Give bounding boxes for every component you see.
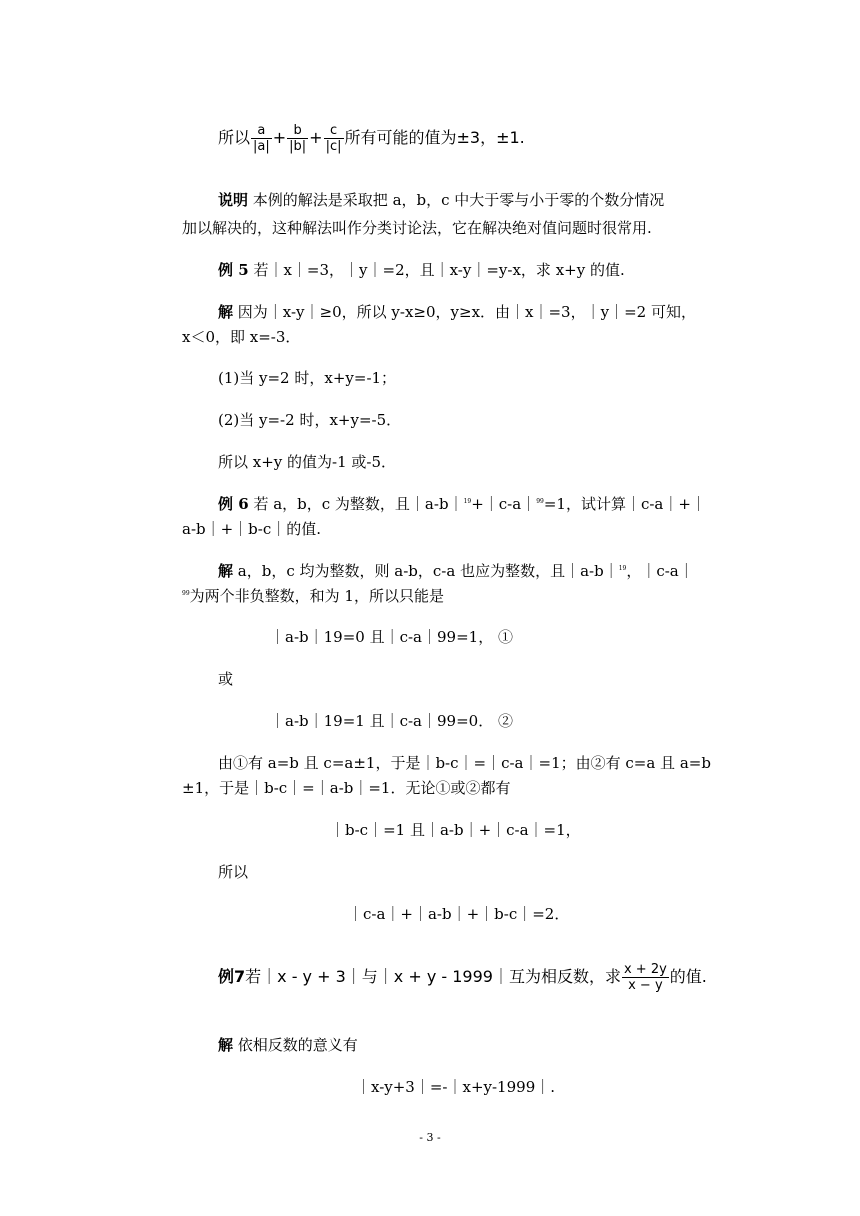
solution-6-line-1: 解 a，b，c 均为整数，则 a-b，c-a 也应为整数，且｜a-b｜$^{19}$，｜c-a｜ bbox=[218, 562, 694, 580]
example-6-line-1: 例 6 若 a，b，c 为整数，且｜a-b｜$^{19}$+｜c-a｜$^{99}$=1，试计算｜c-a｜+｜ bbox=[218, 495, 706, 513]
line-all-values: 所以 $\frac{a}{|a|}$ + $\frac{b}{|b|}$ + $\frac{c}{|c|}$ 所有可能的值为±3，±1. bbox=[218, 123, 525, 154]
solution-5-label: 解 bbox=[218, 303, 234, 321]
fraction-b: $\frac{b}{|b|}$ bbox=[289, 123, 307, 154]
solution-5-line-1: 解 因为｜x-y｜≥0，所以 y-x≥0，y≥x．由｜x｜=3，｜y｜=2 可知， bbox=[218, 303, 696, 321]
or-text: 或 bbox=[218, 670, 234, 688]
note-line-1: 说明 本例的解法是采取把 a，b，c 中大于零与小于零的个数分情况 bbox=[218, 191, 665, 209]
example-5-label: 例 5 bbox=[218, 261, 249, 279]
so-text: 所以 bbox=[218, 863, 249, 881]
note-label: 说明 bbox=[218, 191, 249, 209]
solution-5-line-2: x＜0，即 x=-3． bbox=[182, 328, 301, 346]
solution-6-label: 解 bbox=[218, 562, 234, 580]
solution-5-conclusion: 所以 x+y 的值为-1 或-5． bbox=[218, 453, 397, 471]
example-7: 例7若｜x - y + 3｜与｜x + y - 1999｜互为相反数，求 $\frac{x + 2y}{x - y}$ 的值. bbox=[218, 962, 707, 993]
solution-6-line-2: $^{99}$为两个非负整数，和为 1，所以只能是 bbox=[182, 587, 444, 605]
example-7-label: 例7 bbox=[218, 967, 246, 986]
fraction-a: $\frac{a}{|a|}$ bbox=[253, 123, 270, 154]
solution-5-case-2: (2)当 y=-2 时，x+y=-5． bbox=[218, 411, 402, 429]
fraction-example-7: $\frac{x + 2y}{x - y}$ bbox=[623, 962, 667, 993]
example-5: 例 5 若｜x｜=3，｜y｜=2，且｜x-y｜=y-x，求 x+y 的值. bbox=[218, 261, 625, 279]
solution-6-paragraph-line-1: 由①有 a=b 且 c=a±1，于是｜b-c｜=｜c-a｜=1；由②有 c=a 且 a=b bbox=[218, 754, 711, 772]
equation-3: ｜b-c｜=1 且｜a-b｜+｜c-a｜=1， bbox=[330, 821, 581, 839]
fraction-c: $\frac{c}{|c|}$ bbox=[325, 123, 342, 154]
example-6-line-2: a-b｜+｜b-c｜的值. bbox=[182, 520, 322, 538]
solution-7-line: 解 依相反数的意义有 bbox=[218, 1036, 358, 1054]
equation-5: ｜x-y+3｜=-｜x+y-1999｜. bbox=[356, 1078, 555, 1096]
page-number: - 3 - bbox=[419, 1131, 441, 1144]
equation-4: ｜c-a｜+｜a-b｜+｜b-c｜=2． bbox=[348, 905, 570, 923]
equation-1: ｜a-b｜19=0 且｜c-a｜99=1， ① bbox=[270, 628, 513, 646]
solution-6-paragraph-line-2: ±1，于是｜b-c｜=｜a-b｜=1．无论①或②都有 bbox=[182, 779, 511, 797]
note-line-2: 加以解决的，这种解法叫作分类讨论法，它在解决绝对值问题时很常用. bbox=[182, 219, 652, 237]
solution-7-label: 解 bbox=[218, 1036, 234, 1054]
solution-5-case-1: (1)当 y=2 时，x+y=-1； bbox=[218, 369, 397, 387]
example-6-label: 例 6 bbox=[218, 495, 249, 513]
equation-2: ｜a-b｜19=1 且｜c-a｜99=0． ② bbox=[270, 712, 513, 730]
